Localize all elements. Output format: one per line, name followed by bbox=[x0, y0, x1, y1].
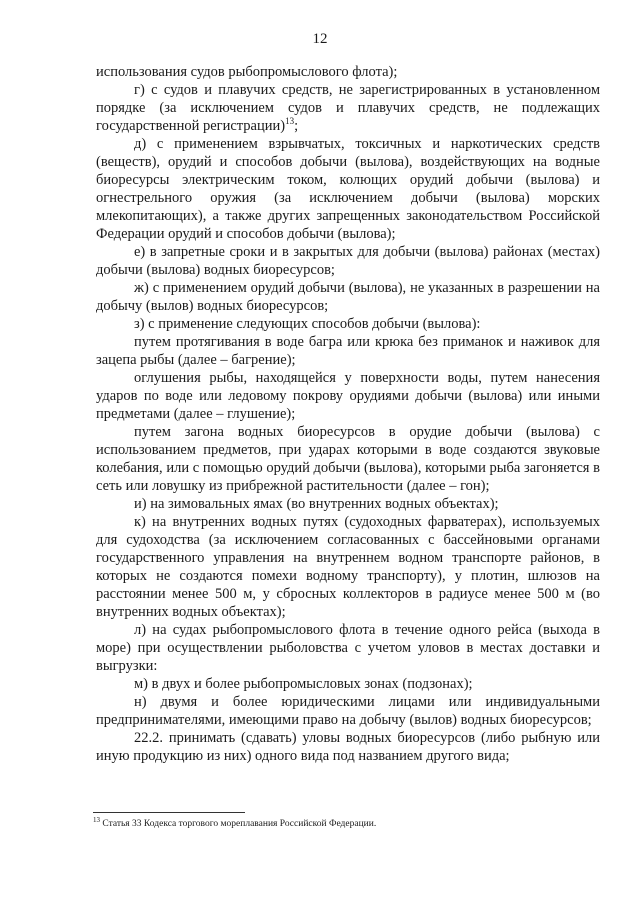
paragraph: 22.2. принимать (сдавать) уловы водных биоресурсов (либо рыбную или иную продукцию из них) одного вида под названием другого вида; bbox=[96, 730, 600, 764]
paragraph-tail: ; bbox=[294, 118, 299, 134]
paragraph: оглушения рыбы, находящейся у поверхности воды, путем нанесения ударов по воде или ледовому покрову орудиями добычи (вылова) или иными предметами (далее – глушение); bbox=[96, 370, 600, 422]
paragraph: м) в двух и более рыбопромысловых зонах (подзонах); bbox=[134, 676, 473, 692]
paragraph: путем загона водных биоресурсов в орудие добычи (вылова) с использованием предметов, при ударах которыми в воде создаются звуковые колебания, или с помощью орудий добычи (вылова), которыми рыба загоняется в сеть или ловушку из прибрежной растительности (далее – гон); bbox=[96, 424, 600, 494]
paragraph: к) на внутренних водных путях (судоходных фарватерах), используемых для судоходства (за исключением согласованных с бассейновыми органами государственного управления на внутреннем водном транспорте районов, в которых не создаются помехи водному транспорту), у плотин, шлюзов на расстоянии менее 500 м, у сбросных коллекторов в радиусе менее 500 м (во внутренних водных объектах); bbox=[96, 514, 600, 620]
footnote-marker: 13 bbox=[93, 815, 100, 824]
paragraph: использования судов рыбопромыслового флота); bbox=[96, 64, 398, 80]
paragraph: ж) с применением орудий добычи (вылова), не указанных в разрешении на добычу (вылов) водных биоресурсов; bbox=[96, 280, 600, 314]
paragraph: з) с применение следующих способов добычи (вылова): bbox=[134, 316, 481, 332]
paragraph: е) в запретные сроки и в закрытых для добычи (вылова) районах (местах) добычи (вылова) водных биоресурсов; bbox=[96, 244, 600, 278]
paragraph: н) двумя и более юридическими лицами или индивидуальными предпринимателями, имеющими право на добычу (вылов) водных биоресурсов; bbox=[96, 694, 600, 728]
document-body bbox=[96, 63, 600, 765]
paragraph-text: г) с судов и плавучих средств, не зарегистрированных в установленном порядке (за исключением судов и плавучих средств, не подлежащих государственной регистрации) bbox=[96, 82, 600, 134]
paragraph: л) на судах рыбопромыслового флота в течение одного рейса (выхода в море) при осуществлении рыболовства с учетом уловов в местах доставки и выгрузки: bbox=[96, 622, 600, 674]
paragraph: и) на зимовальных ямах (во внутренних водных объектах); bbox=[134, 496, 499, 512]
paragraph bbox=[96, 81, 600, 135]
footnote-divider bbox=[93, 812, 245, 813]
footnote bbox=[93, 815, 603, 830]
paragraph: путем протягивания в воде багра или крюка без приманок и наживок для зацепа рыбы (далее – багрение); bbox=[96, 334, 600, 368]
footnote-text: Статья 33 Кодекса торгового мореплавания Российской Федерации. bbox=[102, 819, 377, 829]
paragraph: д) с применением взрывчатых, токсичных и наркотических средств (веществ), орудий и способов добычи (вылова), воздействующих на водные биоресурсы электрическим током, колющих орудий добычи (вылова) и огнестрельного оружия (за исключением добычи (вылова) морских млекопитающих), а также других запрещенных законодательством Российской Федерации орудий и способов добычи (вылова); bbox=[96, 136, 600, 242]
page-number: 12 bbox=[312, 31, 328, 47]
footnote-reference[interactable]: 13 bbox=[285, 116, 295, 127]
